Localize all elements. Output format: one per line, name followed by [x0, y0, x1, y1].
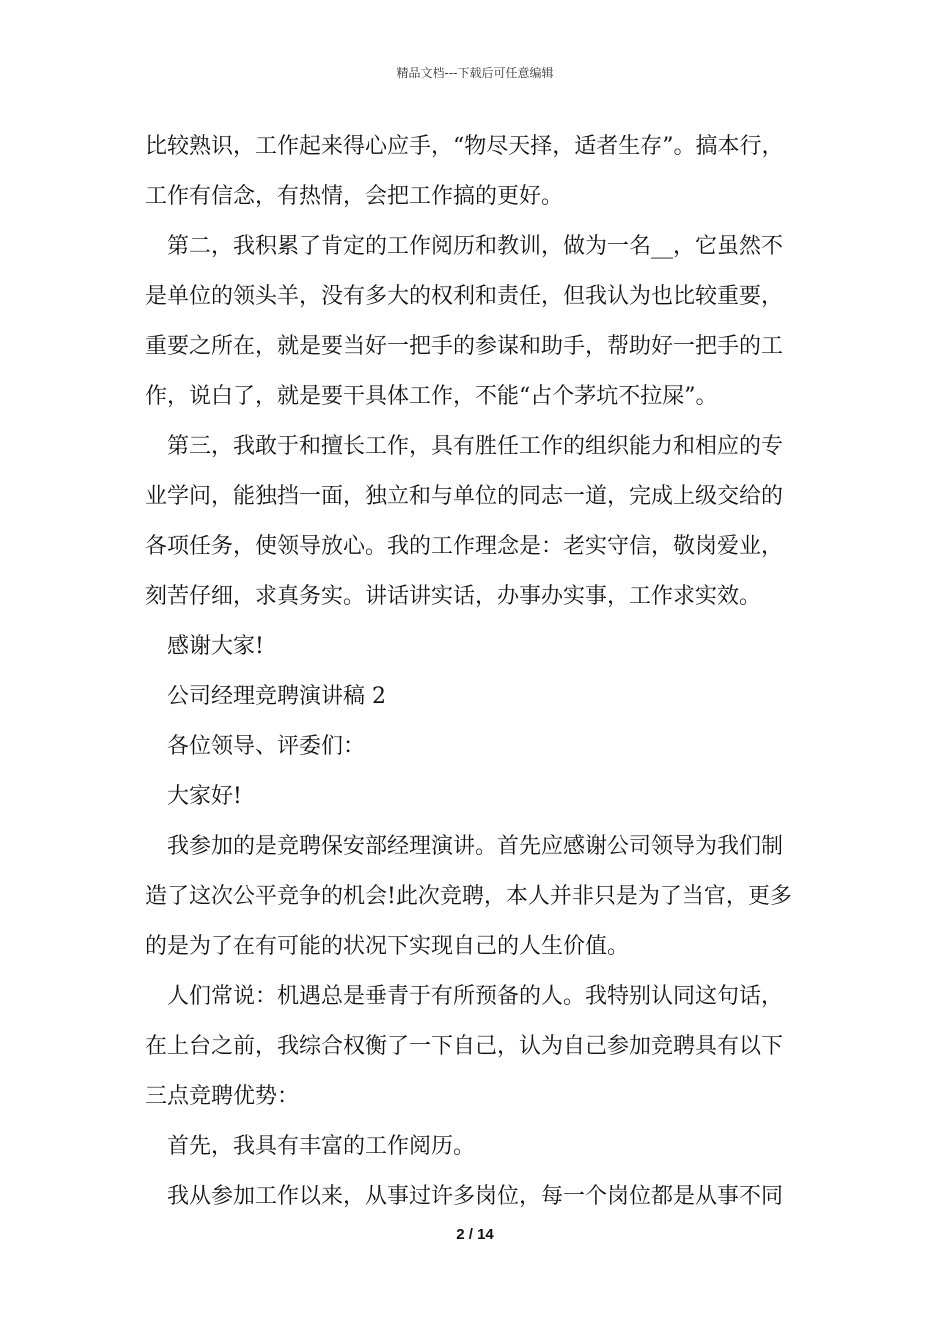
paragraph-line: 刻苦仔细，求真务实。讲话讲实话，办事办实事，工作求实效。: [145, 584, 762, 609]
closing-line: 感谢大家!: [167, 634, 264, 659]
paragraph-line: 业学问，能独挡一面，独立和与单位的同志一道，完成上级交给的: [145, 484, 784, 509]
paragraph-line: 第三，我敢于和擅长工作，具有胜任工作的组织能力和相应的专: [167, 434, 784, 459]
page-header: 精品文档---下载后可任意编辑: [396, 66, 554, 80]
salutation-line: 各位领导、评委们：: [167, 734, 366, 759]
paragraph-line: 各项任务，使领导放心。我的工作理念是：老实守信，敬岗爱业，: [145, 534, 784, 559]
section-title: 公司经理竞聘演讲稿 2: [167, 684, 386, 709]
paragraph-line: 作，说白了，就是要干具体工作，不能“占个茅坑不拉屎”。: [145, 384, 718, 409]
paragraph-line: 我从参加工作以来，从事过许多岗位，每一个岗位都是从事不同: [167, 1184, 784, 1209]
greeting-line: 大家好!: [167, 784, 242, 809]
document-body: [145, 122, 810, 1222]
paragraph-line: 造了这次公平竞争的机会!此次竞聘，本人并非只是为了当官，更多: [145, 884, 792, 909]
paragraph-line: 是单位的领头羊，没有多大的权利和责任，但我认为也比较重要，: [145, 284, 784, 309]
paragraph-line: 工作有信念，有热情，会把工作搞的更好。: [145, 184, 564, 209]
paragraph-line: 重要之所在，就是要当好一把手的参谋和助手，帮助好一把手的工: [145, 334, 784, 359]
paragraph-line: 人们常说：机遇总是垂青于有所预备的人。我特别认同这句话，: [167, 984, 784, 1009]
paragraph-line: 第二，我积累了肯定的工作阅历和教训，做为一名__，它虽然不: [167, 234, 784, 259]
paragraph-line: 的是为了在有可能的状况下实现自己的人生价值。: [145, 934, 630, 959]
page-number: 2 / 14: [456, 1226, 494, 1243]
paragraph-line: 首先，我具有丰富的工作阅历。: [167, 1134, 476, 1159]
paragraph-line: 我参加的是竞聘保安部经理演讲。首先应感谢公司领导为我们制: [167, 834, 784, 859]
paragraph-line: 在上台之前，我综合权衡了一下自己，认为自己参加竞聘具有以下: [145, 1034, 784, 1059]
paragraph-line: 三点竞聘优势：: [145, 1084, 300, 1109]
paragraph-line: 比较熟识，工作起来得心应手，“物尽天择，适者生存”。搞本行，: [145, 134, 784, 159]
